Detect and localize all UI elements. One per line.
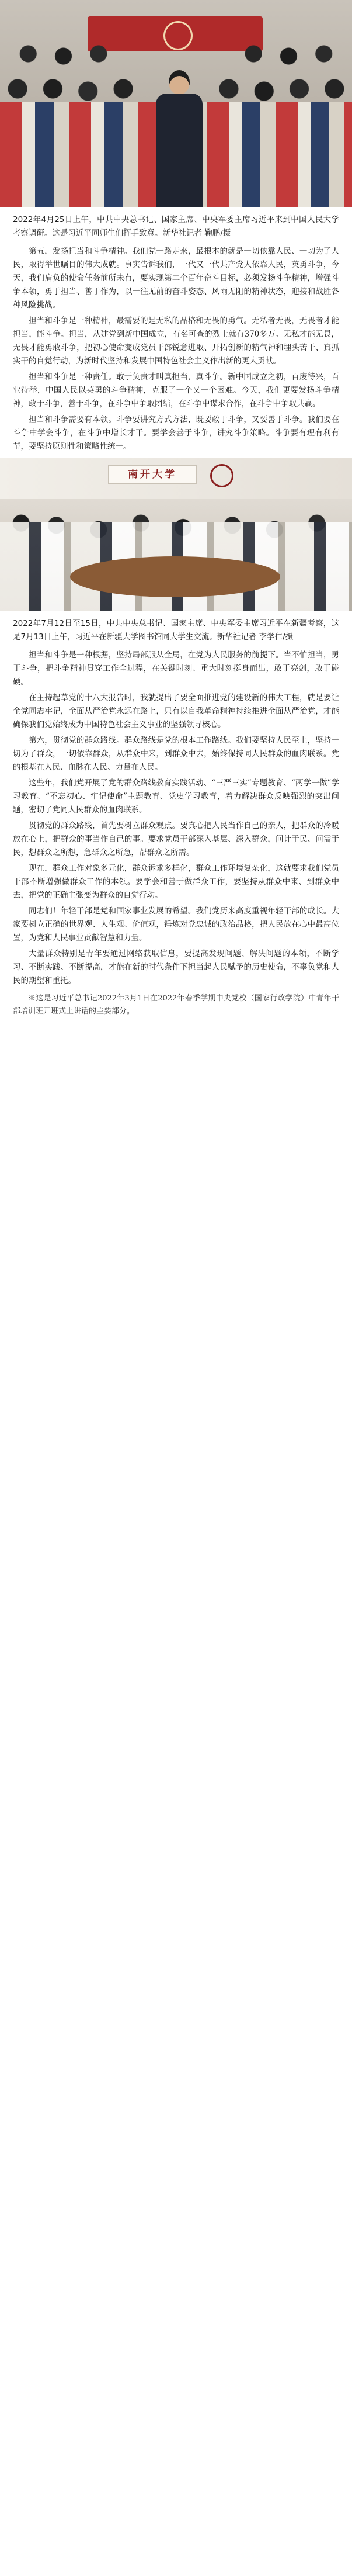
section-five-p4: 担当和斗争需要有本领。斗争要讲究方式方法，既要敢于斗争，又要善于斗争。我们要在斗争中学会斗争，在斗争中增长才干。要学会善于斗争，讲究斗争策略。斗争要有理有利有节，要坚持原则性和策略性统一。 (13, 415, 339, 451)
article-page (0, 0, 352, 1018)
section-five (0, 245, 352, 453)
section-six-p2: 这些年，我们党开展了党的群众路线教育实践活动、“三严三实”专题教育、“两学一做”学习教育、“不忘初心、牢记使命”主题教育、党史学习教育，着力解决群众反映强烈的突出问题，密切了党同人民群众的血肉联系。 (13, 778, 339, 815)
section-six (0, 734, 352, 988)
meeting-table (70, 556, 280, 597)
section-five-p1: 第五，发扬担当和斗争精神。我们党一路走来，最根本的就是一切依靠人民、一切为了人民，取得举世瞩目的伟大成就。事实告诉我们，一代又一代共产党人依靠人民，英勇斗争，今天，我们肩负的使命任务前所未有，要实现第二个百年奋斗目标，必须发扬斗争精神，增强斗争本领，勇于担当、善于作为，以一往无前的奋斗姿态、风雨无阻的精神状态，迎接和战胜各种风险挑战。 (13, 247, 339, 310)
university-sign: 南开大学 (108, 465, 197, 484)
photo-meeting-room (0, 458, 352, 611)
central-figure (153, 70, 205, 207)
section-five-p3: 担当和斗争是一种责任。敢于负责才叫真担当，真斗争。新中国成立之初，百废待兴，百业待举，中国人民以英勇的斗争精神，克服了一个又一个困难。今天，我们更要发扬斗争精神，敢于斗争，善于斗争，在斗争中争取团结，在斗争中谋求合作，在斗争中争取共赢。 (13, 372, 339, 408)
section-six-p6: 大量群众特别是青年要通过网络获取信息，要提高发现问题、解决问题的本领，不断学习、不断实践、不断提高，才能在新的时代条件下担当起人民赋予的历史使命，不辜负党和人民的期望和重托。 (13, 949, 339, 985)
university-emblem-icon (210, 464, 233, 487)
section-five-p2: 担当和斗争是一种精神，最需要的是无私的品格和无畏的勇气。无私者无畏，无畏者才能担当，能斗争。担当，从建党到新中国成立，有名可查的烈士就有370多万。无私才能无畏，无畏才能勇敢斗争，把初心使命变成党员干部锐意进取、开拓创新的精气神和埋头苦干、真抓实干的自觉行动，为新时代坚持和发展中国特色社会主义作出新的更大贡献。 (13, 316, 339, 366)
photo-caption-2 (0, 611, 352, 649)
caption-2-text: 2022年7月12日至15日，中共中央总书记、国家主席、中央军委主席习近平在新疆考察，这是7月13日上午，习近平在新疆大学图书馆同大学生交流。新华社记者 李学仁/摄 (13, 619, 339, 642)
section-middle (0, 649, 352, 732)
section-six-p4: 现在，群众工作对象多元化，群众诉求多样化，群众工作环境复杂化，这就要求我们党员干部不断增强做群众工作的本领。要学会和善于做群众工作，要坚持从群众中来、到群众中去，把党的正确主张变为群众的自觉行动。 (13, 864, 339, 900)
photo-crowd-students (0, 0, 352, 207)
section-middle-p1: 担当和斗争是一种根据，坚持局部服从全局，在党为人民服务的前提下。当不怕担当，勇于斗争，把斗争精神贯穿工作全过程，在关键时刻、重大时刻挺身而出，敢于亮剑，敢于碰硬。 (13, 650, 339, 687)
photo-caption-1 (0, 207, 352, 245)
section-six-p5: 同志们！年轻干部是党和国家事业发展的希望。我们党历来高度重视年轻干部的成长。大家要树立正确的世界观、人生观、价值观，锤炼对党忠诚的政治品格，把人民放在心中最高位置，为党和人民事业贡献智慧和力量。 (13, 906, 339, 943)
source-footnote: ※这是习近平总书记2022年3月1日在2022年春季学期中央党校（国家行政学院）中青年干部培训班开班式上讲话的主要部分。 (13, 994, 339, 1016)
section-middle-p2: 在主持起草党的十八大报告时，我就提出了要全面推进党的建设新的伟大工程，就是要让全党同志牢记，全面从严治党永远在路上，只有以自我革命精神持续推进全面从严治党，才能确保我们党始终成为中国特色社会主义事业的坚强领导核心。 (13, 693, 339, 729)
section-six-p1: 第六，贯彻党的群众路线。群众路线是党的根本工作路线。我们要坚持人民至上，坚持一切为了群众，一切依靠群众，从群众中来，到群众中去，始终保持同人民群众的血肉联系。党的根基在人民、血脉在人民、力量在人民。 (13, 736, 339, 772)
caption-1-text: 2022年4月25日上午，中共中央总书记、国家主席、中央军委主席习近平来到中国人民大学考察调研。这是习近平同师生们挥手致意。新华社记者 鞠鹏/摄 (13, 215, 339, 238)
section-six-p3: 贯彻党的群众路线，首先要树立群众观点。要真心把人民当作自己的亲人，把群众的冷暖放在心上，把群众的事当作自己的事。要求党员干部深入基层、深入群众，问计于民、问需于民，想群众之所想，急群众之所急，帮群众之所需。 (13, 821, 339, 857)
